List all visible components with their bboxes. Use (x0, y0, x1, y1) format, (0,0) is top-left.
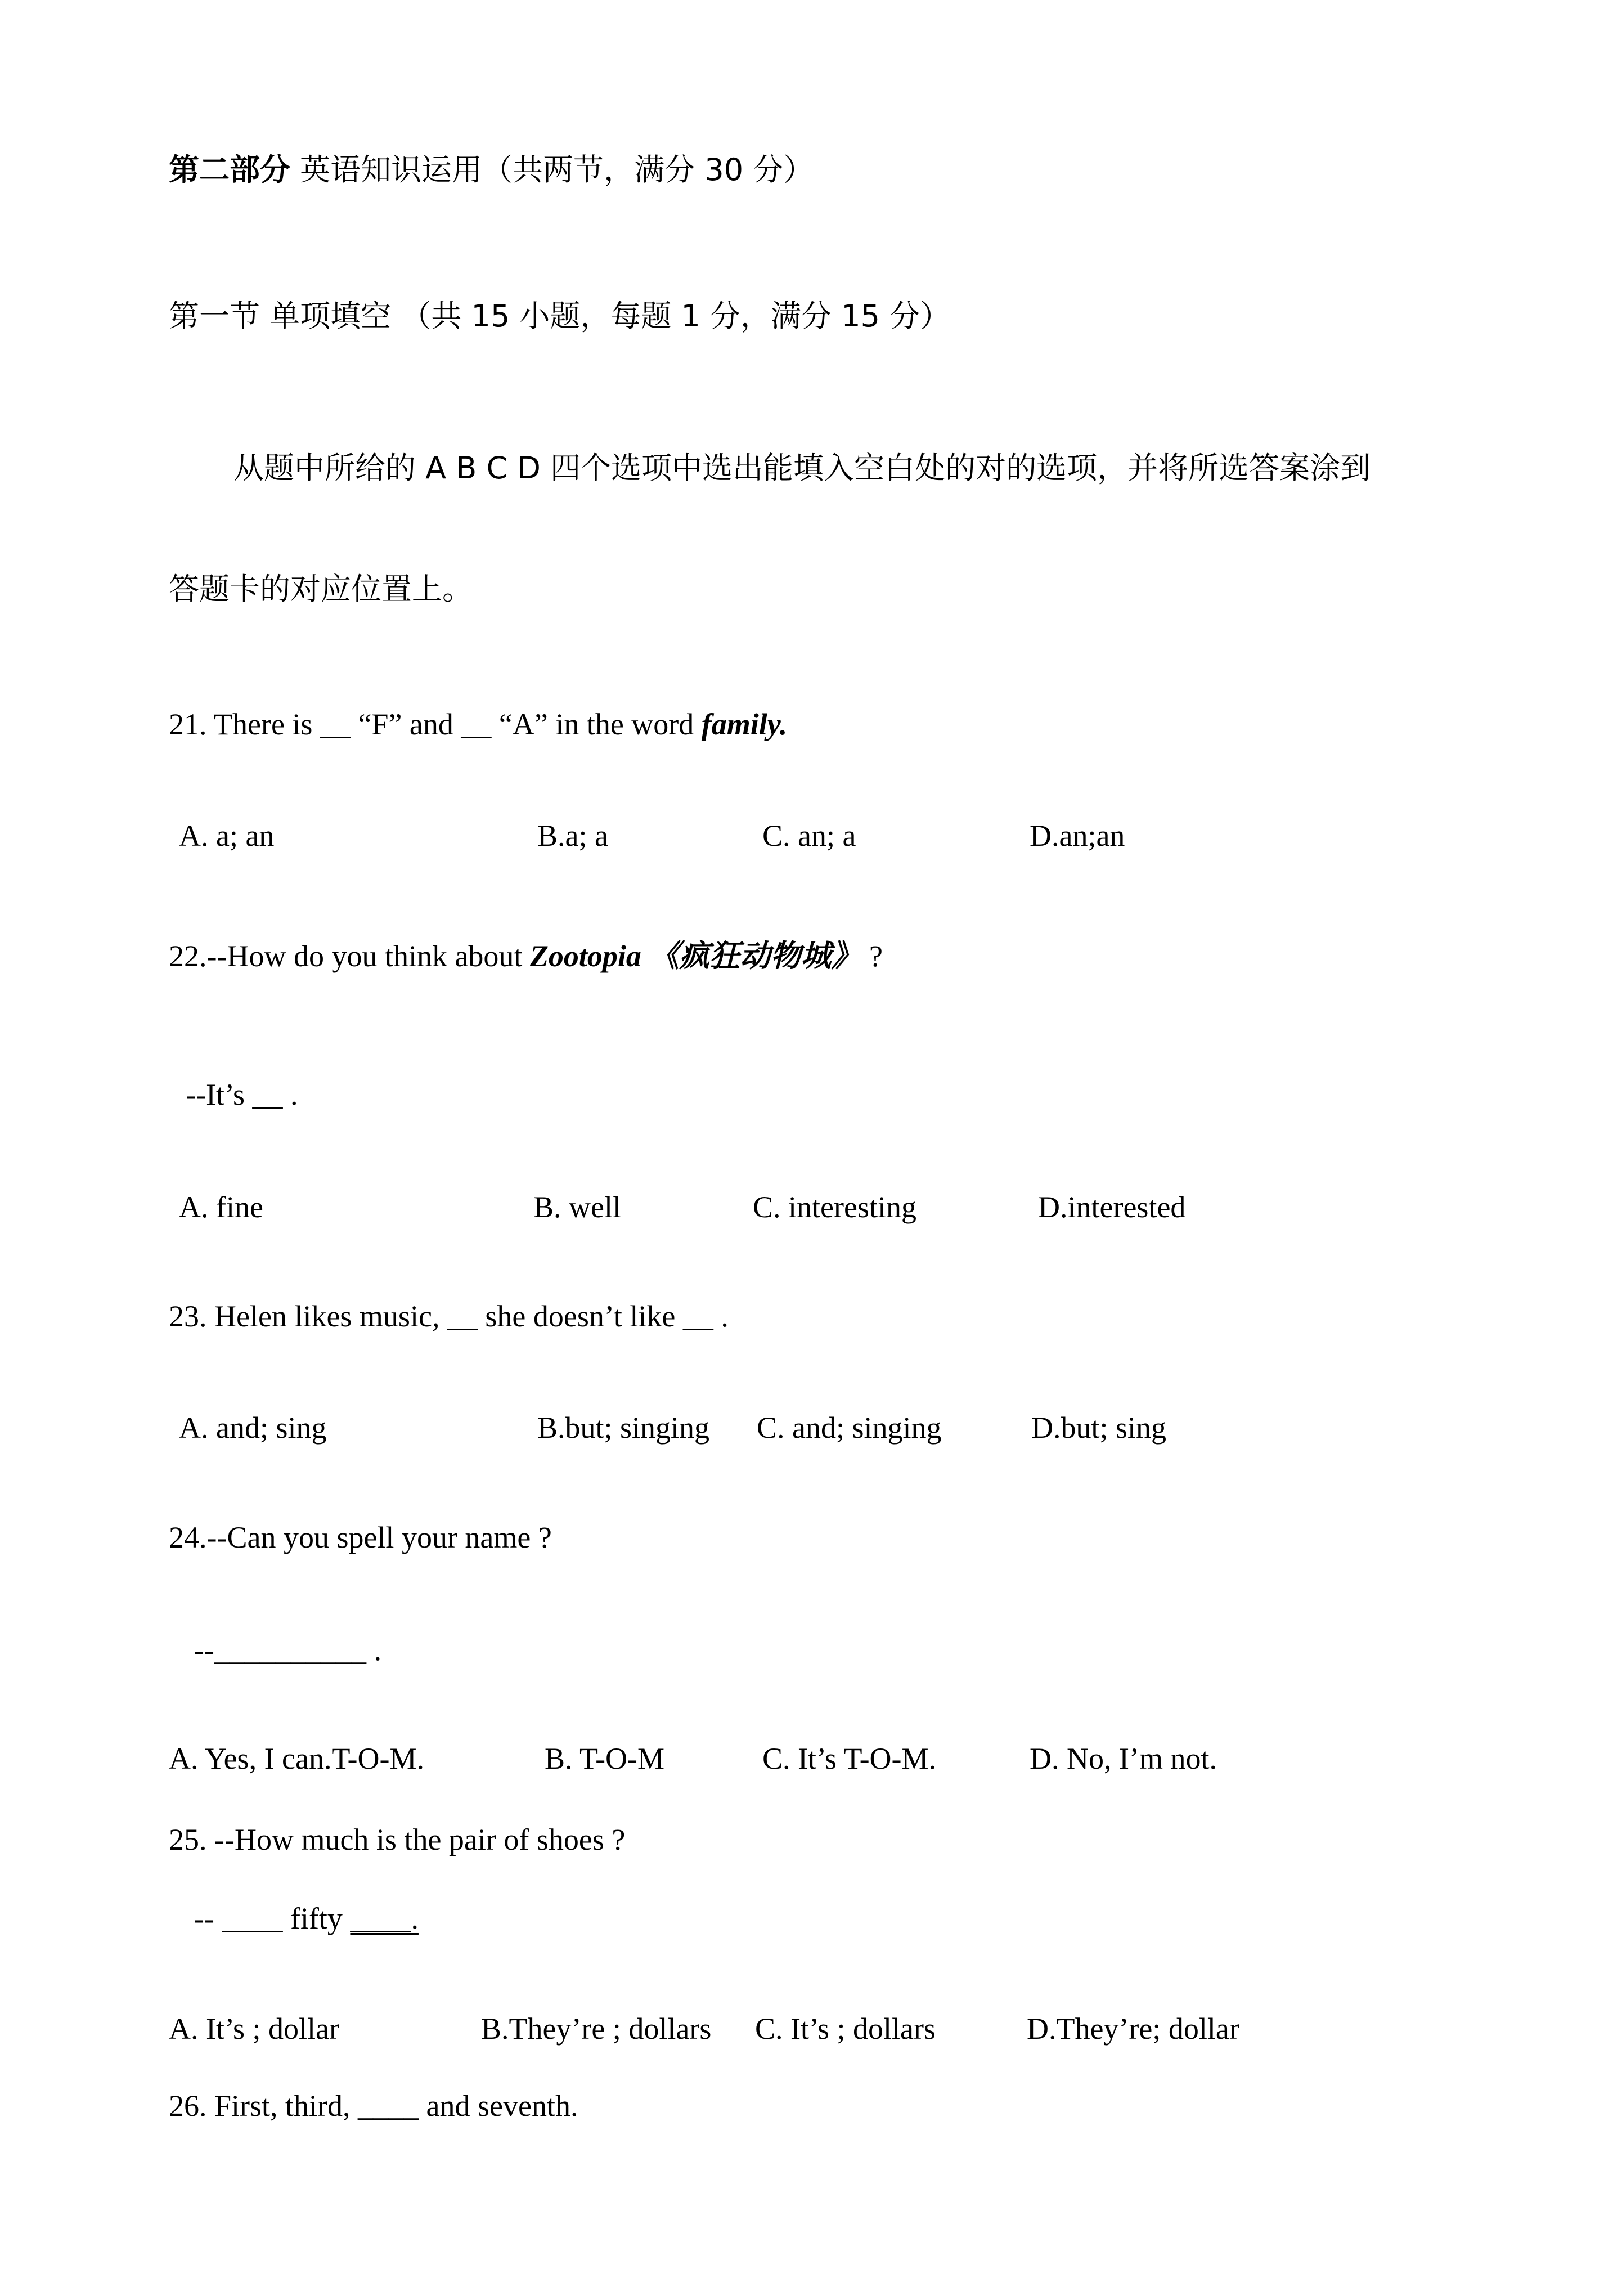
question-22-option-c[interactable]: C. interesting (753, 1190, 916, 1224)
part-description: 英语知识运用（共两节，满分 30 分） (300, 152, 814, 187)
question-24-reply: --__________ . (194, 1633, 381, 1667)
question-23-option-c[interactable]: C. and; singing (757, 1411, 942, 1445)
question-21-option-a[interactable]: A. a; an (179, 819, 275, 853)
question-22-option-d[interactable]: D.interested (1038, 1190, 1186, 1224)
question-25-reply-text: -- ____ fifty (194, 1902, 351, 1935)
question-24-option-c[interactable]: C. It’s T-O-M. (762, 1742, 937, 1775)
question-21-option-c[interactable]: C. an; a (762, 819, 856, 853)
question-25-reply (194, 1903, 419, 1934)
question-22-text: 22.--How do you think about (169, 939, 530, 973)
question-22-question-mark: ? (861, 939, 883, 973)
subsection-title: 第一节 单项填空 （共 15 小题，每题 1 分，满分 15 分） (169, 298, 951, 334)
question-23-stem: 23. Helen likes music, __ she doesn’t like __ . (169, 1299, 729, 1333)
question-24-option-b[interactable]: B. T-O-M (545, 1742, 665, 1775)
question-21-option-d[interactable]: D.an;an (1030, 819, 1125, 853)
section-title (169, 152, 814, 187)
question-22-option-b[interactable]: B. well (533, 1190, 621, 1224)
question-24-stem: 24.--Can you spell your name ? (169, 1521, 552, 1554)
question-25-option-b[interactable]: B.They’re ; dollars (481, 2012, 712, 2046)
question-21-text: 21. There is __ “F” and __ “A” in the word (169, 707, 702, 741)
question-25-option-a[interactable]: A. It’s ; dollar (169, 2012, 339, 2046)
part-label: 第二部分 (169, 152, 290, 187)
question-22-reply: --It’s __ . (186, 1078, 298, 1111)
question-23-option-d[interactable]: D.but; sing (1031, 1411, 1167, 1445)
question-24-option-d[interactable]: D. No, I’m not. (1030, 1742, 1217, 1775)
question-25-option-d[interactable]: D.They’re; dollar (1027, 2012, 1239, 2046)
instruction-line-2: 答题卡的对应位置上。 (169, 571, 473, 607)
question-21-emphasis: family. (701, 707, 788, 741)
question-24-option-a[interactable]: A. Yes, I can.T-O-M. (169, 1742, 424, 1775)
question-22-option-a[interactable]: A. fine (179, 1190, 263, 1224)
question-25-stem: 25. --How much is the pair of shoes ? (169, 1823, 626, 1856)
question-23-option-a[interactable]: A. and; sing (179, 1411, 327, 1445)
question-25-option-c[interactable]: C. It’s ; dollars (755, 2012, 936, 2046)
question-21-option-b[interactable]: B.a; a (537, 819, 608, 853)
question-23-option-b[interactable]: B.but; singing (537, 1411, 710, 1445)
question-22-stem (169, 941, 883, 971)
question-21-stem (169, 709, 787, 739)
instruction-line-1: 从题中所给的 A B C D 四个选项中选出能填入空白处的对的选项，并将所选答案涂到 (233, 450, 1371, 486)
question-25-reply-blank: ____. (350, 1902, 419, 1935)
question-22-movie-title: Zootopia 《疯狂动物城》 (529, 939, 862, 973)
question-26-stem: 26. First, third, ____ and seventh. (169, 2089, 578, 2123)
